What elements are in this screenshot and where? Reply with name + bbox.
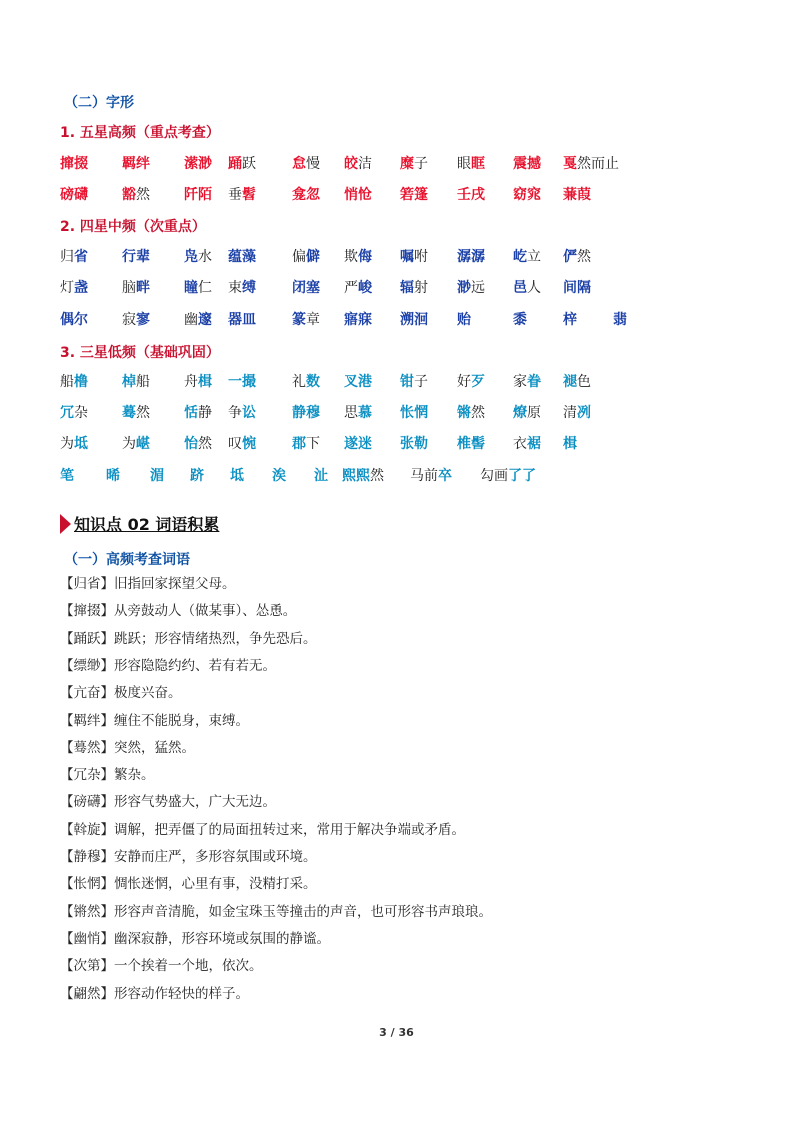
definition-term: 缥缈 — [73, 657, 101, 674]
word-item — [122, 433, 150, 453]
word-item — [292, 309, 320, 329]
highlighted-chars: 龛忽 — [292, 187, 320, 203]
word-item — [400, 246, 428, 266]
word-item — [457, 309, 471, 329]
highlighted-chars: 梓 — [563, 312, 577, 328]
highlighted-chars: 眷 — [527, 374, 541, 390]
definition-item: 【归省】旧指回家探望父母。 — [60, 576, 236, 592]
highlighted-chars: 潆渺 — [184, 156, 212, 172]
plain-chars: 船 — [60, 374, 74, 390]
word-item — [106, 465, 120, 485]
plain-chars: 垂 — [228, 187, 242, 203]
plain-chars: 洁 — [358, 156, 372, 172]
plain-chars: 下 — [306, 436, 320, 452]
highlighted-chars: 遂迷 — [344, 436, 372, 452]
plain-chars: 束 — [228, 280, 242, 296]
highlighted-chars: 叉港 — [344, 374, 372, 390]
section-heading-high-frequency: （一）高频考查词语 — [64, 552, 190, 568]
plain-chars: 礼 — [292, 374, 306, 390]
word-item — [457, 184, 485, 204]
definition-item: 【锵然】形容声音清脆，如金宝珠玉等撞击的声音，也可形容书声琅琅。 — [60, 903, 492, 920]
word-item — [344, 277, 372, 297]
plain-chars: 立 — [527, 249, 541, 265]
word-item — [613, 309, 627, 329]
definition-item: 【翩然】形容动作轻快的样子。 — [60, 985, 249, 1002]
plain-chars: 眼 — [457, 156, 471, 172]
highlighted-chars: 省 — [74, 249, 88, 265]
plain-chars: 然 — [198, 436, 212, 452]
word-item — [344, 184, 372, 204]
word-item — [344, 153, 372, 173]
word-item — [457, 246, 485, 266]
definition-item: 【磅礴】形容气势盛大，广大无边。 — [60, 794, 276, 811]
plain-chars: 子 — [414, 156, 428, 172]
knowledge-point-title: 知识点 02 词语积累 — [74, 515, 220, 534]
word-item — [272, 465, 286, 485]
word-item — [184, 153, 212, 173]
plain-chars: 然 — [136, 405, 150, 421]
highlighted-chars: 嘱 — [400, 249, 414, 265]
highlighted-chars: 窈窕 — [513, 187, 541, 203]
highlighted-chars: 糜 — [400, 156, 414, 172]
word-item — [122, 246, 150, 266]
plain-chars: 家 — [513, 374, 527, 390]
word-item — [122, 309, 150, 329]
definition-item: 【撺掇】从旁鼓动人（做某事）、怂恿。 — [60, 603, 297, 620]
word-item — [563, 246, 591, 266]
plain-chars: 仁 — [198, 280, 212, 296]
definition-text: 缠住不能脱身，束缚。 — [114, 712, 249, 729]
highlighted-chars: 了了 — [508, 468, 536, 484]
word-item — [228, 309, 256, 329]
word-item — [457, 371, 485, 391]
highlighted-chars: 怅惘 — [400, 405, 428, 421]
definition-term: 磅礴 — [73, 794, 101, 811]
word-item — [228, 277, 256, 297]
highlighted-chars: 寥 — [136, 312, 150, 328]
word-item — [150, 465, 164, 485]
word-item — [563, 277, 591, 297]
highlighted-chars: 悄怆 — [344, 187, 372, 203]
word-item — [60, 465, 74, 485]
highlighted-chars: 邃 — [198, 312, 212, 328]
highlighted-chars: 豁 — [122, 187, 136, 203]
plain-chars: 咐 — [414, 249, 428, 265]
word-item — [184, 246, 212, 266]
highlighted-chars: 箬篷 — [400, 187, 428, 203]
word-item — [184, 371, 212, 391]
definition-text: 安静而庄严，多形容氛围或环境。 — [114, 849, 317, 865]
page-number: 3 / 36 — [379, 1026, 414, 1039]
highlighted-chars: 椎髻 — [457, 436, 485, 452]
word-item — [60, 153, 88, 173]
word-item — [228, 184, 256, 204]
word-item — [184, 309, 212, 329]
highlighted-chars: 张勒 — [400, 436, 428, 452]
highlighted-chars: 晞 — [106, 468, 120, 484]
highlighted-chars: 笔 — [60, 468, 74, 484]
word-item — [400, 433, 428, 453]
definition-item: 【亢奋】极度兴奋。 — [60, 685, 182, 702]
highlighted-chars: 屹 — [513, 249, 527, 265]
plain-chars: 寂 — [122, 312, 136, 328]
arrow-icon — [60, 514, 71, 534]
word-item — [457, 153, 485, 173]
word-item — [563, 402, 591, 422]
definition-text: 形容气势盛大，广大无边。 — [114, 794, 276, 811]
plain-chars: 船 — [136, 374, 150, 390]
word-item — [513, 371, 541, 391]
definition-text: 惆怅迷惘，心里有事，没精打采。 — [114, 876, 317, 893]
word-item — [400, 277, 428, 297]
word-item — [292, 402, 320, 422]
definition-text: 调解，把弄僵了的局面扭转过来，常用于解决争端或矛盾。 — [114, 821, 465, 838]
word-item — [122, 153, 150, 173]
word-item — [400, 309, 428, 329]
plain-chars: 思 — [344, 405, 358, 421]
highlighted-chars: 数 — [306, 374, 320, 390]
word-item — [513, 184, 541, 204]
highlighted-chars: 冽 — [577, 405, 591, 421]
plain-chars: 严 — [344, 280, 358, 296]
plain-chars: 静 — [198, 405, 212, 421]
plain-chars: 然 — [471, 405, 485, 421]
word-item — [457, 433, 485, 453]
plain-chars: 章 — [306, 312, 320, 328]
definition-text: 形容声音清脆，如金宝珠玉等撞击的声音，也可形容书声琅琅。 — [114, 903, 492, 920]
highlighted-chars: 行辈 — [122, 249, 150, 265]
word-item — [292, 153, 320, 173]
definition-term: 怅惘 — [73, 876, 101, 893]
word-item — [60, 309, 88, 329]
word-item — [60, 402, 88, 422]
plain-chars: 远 — [471, 280, 485, 296]
highlighted-chars: 闭塞 — [292, 280, 320, 296]
plain-chars: 色 — [577, 374, 591, 390]
highlighted-chars: 蕴藻 — [228, 249, 256, 265]
highlighted-chars: 贻 — [457, 312, 471, 328]
highlighted-chars: 静穆 — [292, 405, 320, 421]
word-item — [513, 402, 541, 422]
highlighted-chars: 坻 — [230, 468, 244, 484]
definition-term: 翩然 — [73, 985, 101, 1002]
word-item — [457, 277, 485, 297]
highlighted-chars: 髫 — [242, 187, 256, 203]
highlighted-chars: 盏 — [74, 280, 88, 296]
highlighted-chars: 侮 — [358, 249, 372, 265]
plain-chars: 偏 — [292, 249, 306, 265]
plain-chars: 原 — [527, 405, 541, 421]
group-title-four-star: 2. 四星中频（次重点） — [60, 219, 206, 235]
word-item — [344, 246, 372, 266]
plain-chars: 灯 — [60, 280, 74, 296]
highlighted-chars: 黍 — [513, 312, 527, 328]
plain-chars: 清 — [563, 405, 577, 421]
definition-term: 冗杂 — [73, 767, 101, 784]
highlighted-chars: 器皿 — [228, 312, 256, 328]
plain-chars: 幽 — [184, 312, 198, 328]
plain-chars: 水 — [198, 249, 212, 265]
highlighted-chars: 篆 — [292, 312, 306, 328]
word-item — [60, 184, 88, 204]
definition-term: 归省 — [73, 576, 101, 592]
group-title-five-star: 1. 五星高频（重点考查） — [60, 125, 220, 141]
definition-term: 亢奋 — [73, 685, 101, 702]
definition-text: 旧指回家探望父母。 — [114, 576, 236, 592]
word-item — [400, 402, 428, 422]
highlighted-chars: 卒 — [438, 468, 452, 484]
word-item — [60, 246, 88, 266]
definition-text: 极度兴奋。 — [114, 685, 182, 702]
definition-item: 【踊跃】跳跃；形容情绪热烈，争先恐后。 — [60, 630, 317, 647]
highlighted-chars: 橹 — [74, 374, 88, 390]
plain-chars: 马前 — [410, 468, 438, 484]
highlighted-chars: 褪 — [563, 374, 577, 390]
group-title-three-star: 3. 三星低频（基础巩固） — [60, 345, 220, 361]
word-item — [480, 465, 536, 485]
highlighted-chars: 郡 — [292, 436, 306, 452]
highlighted-chars: 一撮 — [228, 374, 256, 390]
word-item — [513, 153, 541, 173]
highlighted-chars: 楫 — [563, 436, 577, 452]
highlighted-chars: 溯洄 — [400, 312, 428, 328]
highlighted-chars: 裾 — [527, 436, 541, 452]
definition-item: 【静穆】安静而庄严，多形容氛围或环境。 — [60, 849, 317, 865]
plain-chars: 脑 — [122, 280, 136, 296]
highlighted-chars: 坻 — [74, 436, 88, 452]
word-item — [344, 309, 372, 329]
word-item — [563, 433, 577, 453]
word-item — [228, 371, 256, 391]
highlighted-chars: 踊 — [228, 156, 242, 172]
definition-text: 跳跃；形容情绪热烈，争先恐后。 — [114, 630, 317, 647]
highlighted-chars: 怡 — [184, 436, 198, 452]
definition-item: 【次第】一个挨着一个地，依次。 — [60, 958, 263, 975]
plain-chars: 然 — [577, 249, 591, 265]
plain-chars: 归 — [60, 249, 74, 265]
plain-chars: 衣 — [513, 436, 527, 452]
plain-chars: 然而止 — [577, 156, 619, 172]
highlighted-chars: 皎 — [344, 156, 358, 172]
definition-text: 形容动作轻快的样子。 — [114, 985, 249, 1002]
highlighted-chars: 震撼 — [513, 156, 541, 172]
highlighted-chars: 恬 — [184, 405, 198, 421]
word-item — [400, 153, 428, 173]
plain-chars: 舟 — [184, 374, 198, 390]
plain-chars: 慢 — [306, 156, 320, 172]
definition-text: 繁杂。 — [114, 767, 155, 784]
highlighted-chars: 钳 — [400, 374, 414, 390]
word-item — [400, 371, 428, 391]
highlighted-chars: 壬戌 — [457, 187, 485, 203]
word-item — [228, 246, 256, 266]
highlighted-chars: 惋 — [242, 436, 256, 452]
word-item — [122, 371, 150, 391]
definition-term: 幽悄 — [73, 930, 101, 947]
highlighted-chars: 嵁 — [136, 436, 150, 452]
definition-item: 【斡旋】调解，把弄僵了的局面扭转过来，常用于解决争端或矛盾。 — [60, 821, 465, 838]
definition-text: 形容隐隐约约、若有若无。 — [114, 657, 276, 674]
word-item — [292, 184, 320, 204]
highlighted-chars: 讼 — [242, 405, 256, 421]
plain-chars: 然 — [136, 187, 150, 203]
plain-chars: 跃 — [242, 156, 256, 172]
plain-chars: 争 — [228, 405, 242, 421]
definition-item: 【羁绊】缠住不能脱身，束缚。 — [60, 712, 249, 729]
definition-text: 一个挨着一个地，依次。 — [114, 958, 263, 975]
plain-chars: 为 — [60, 436, 74, 452]
highlighted-chars: 涘 — [272, 468, 286, 484]
word-item — [563, 371, 591, 391]
definition-item: 【冗杂】繁杂。 — [60, 767, 155, 784]
plain-chars: 射 — [414, 280, 428, 296]
section-heading-glyph-form: （二）字形 — [64, 95, 134, 111]
highlighted-chars: 渺 — [457, 280, 471, 296]
word-item — [513, 433, 541, 453]
highlighted-chars: 撺掇 — [60, 156, 88, 172]
highlighted-chars: 寤寐 — [344, 312, 372, 328]
definition-text: 从旁鼓动人（做某事）、怂恿。 — [114, 603, 297, 620]
definition-term: 斡旋 — [73, 821, 101, 838]
definition-item: 【缥缈】形容隐隐约约、若有若无。 — [60, 657, 276, 674]
highlighted-chars: 僻 — [306, 249, 320, 265]
word-item — [314, 465, 328, 485]
highlighted-chars: 缚 — [242, 280, 256, 296]
word-item — [228, 433, 256, 453]
word-item — [184, 184, 212, 204]
highlighted-chars: 锵 — [457, 405, 471, 421]
plain-chars: 为 — [122, 436, 136, 452]
highlighted-chars: 燎 — [513, 405, 527, 421]
highlighted-chars: 跻 — [190, 468, 204, 484]
word-item — [184, 402, 212, 422]
definition-term: 次第 — [73, 958, 101, 975]
highlighted-chars: 间隔 — [563, 280, 591, 296]
highlighted-chars: 慕 — [358, 405, 372, 421]
highlighted-chars: 沚 — [314, 468, 328, 484]
definition-text: 突然，猛然。 — [114, 739, 195, 756]
word-item — [563, 184, 591, 204]
word-item — [292, 246, 320, 266]
plain-chars: 子 — [414, 374, 428, 390]
plain-chars: 勾画 — [480, 468, 508, 484]
word-item — [342, 465, 384, 485]
definition-term: 蓦然 — [73, 739, 101, 756]
highlighted-chars: 翡 — [613, 312, 627, 328]
word-item — [60, 433, 88, 453]
word-item — [344, 402, 372, 422]
highlighted-chars: 阡陌 — [184, 187, 212, 203]
highlighted-chars: 偶尔 — [60, 312, 88, 328]
word-item — [228, 402, 256, 422]
definition-term: 羁绊 — [73, 712, 101, 729]
word-item — [563, 309, 577, 329]
plain-chars: 杂 — [74, 405, 88, 421]
definition-text: 幽深寂静，形容环境或氛围的静谧。 — [114, 930, 330, 947]
highlighted-chars: 磅礴 — [60, 187, 88, 203]
highlighted-chars: 蓦 — [122, 405, 136, 421]
word-item — [122, 184, 150, 204]
highlighted-chars: 眶 — [471, 156, 485, 172]
highlighted-chars: 羁绊 — [122, 156, 150, 172]
highlighted-chars: 凫 — [184, 249, 198, 265]
word-item — [228, 153, 256, 173]
highlighted-chars: 歹 — [471, 374, 485, 390]
highlighted-chars: 戛 — [563, 156, 577, 172]
word-item — [184, 433, 212, 453]
definition-term: 踊跃 — [73, 630, 101, 647]
word-item — [344, 371, 372, 391]
word-item — [563, 153, 619, 173]
highlighted-chars: 潺潺 — [457, 249, 485, 265]
highlighted-chars: 俨 — [563, 249, 577, 265]
highlighted-chars: 蒹葭 — [563, 187, 591, 203]
plain-chars: 欺 — [344, 249, 358, 265]
word-item — [344, 433, 372, 453]
word-item — [60, 277, 88, 297]
highlighted-chars: 冗 — [60, 405, 74, 421]
word-item — [230, 465, 244, 485]
word-item — [513, 309, 527, 329]
word-item — [292, 433, 320, 453]
highlighted-chars: 湄 — [150, 468, 164, 484]
word-item — [190, 465, 204, 485]
highlighted-chars: 瞳 — [184, 280, 198, 296]
word-item — [292, 371, 320, 391]
word-item — [513, 277, 541, 297]
word-item — [292, 277, 320, 297]
definition-item: 【怅惘】惆怅迷惘，心里有事，没精打采。 — [60, 876, 317, 893]
highlighted-chars: 熙熙 — [342, 468, 370, 484]
highlighted-chars: 峻 — [358, 280, 372, 296]
highlighted-chars: 畔 — [136, 280, 150, 296]
word-item — [410, 465, 452, 485]
definition-item: 【蓦然】突然，猛然。 — [60, 739, 195, 756]
word-item — [513, 246, 541, 266]
word-item — [400, 184, 428, 204]
plain-chars: 好 — [457, 374, 471, 390]
word-item — [184, 277, 212, 297]
plain-chars: 然 — [370, 468, 384, 484]
definition-term: 锵然 — [73, 903, 101, 920]
highlighted-chars: 棹 — [122, 374, 136, 390]
plain-chars: 人 — [527, 280, 541, 296]
highlighted-chars: 怠 — [292, 156, 306, 172]
definition-term: 撺掇 — [73, 603, 101, 620]
plain-chars: 叹 — [228, 436, 242, 452]
highlighted-chars: 辐 — [400, 280, 414, 296]
highlighted-chars: 邑 — [513, 280, 527, 296]
definition-term: 静穆 — [73, 849, 101, 865]
highlighted-chars: 楫 — [198, 374, 212, 390]
word-item — [122, 277, 150, 297]
definition-item: 【幽悄】幽深寂静，形容环境或氛围的静谧。 — [60, 930, 330, 947]
word-item — [457, 402, 485, 422]
word-item — [60, 371, 88, 391]
word-item — [122, 402, 150, 422]
